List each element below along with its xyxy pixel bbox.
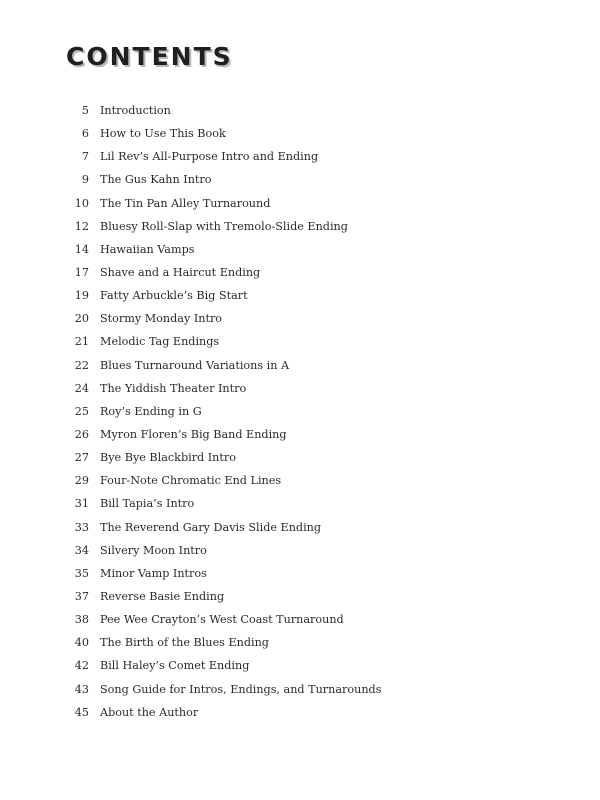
- toc-entry: [60, 423, 540, 446]
- toc-entry-title: The Tin Pan Alley Turnaround: [100, 196, 271, 210]
- toc-entry-title: Pee Wee Crayton’s West Coast Turnaround: [100, 613, 344, 627]
- toc-page-number: 21: [74, 335, 89, 349]
- toc-entry: [60, 307, 540, 330]
- toc-entry-title: Myron Floren’s Big Band Ending: [100, 428, 287, 442]
- toc-entry: [60, 215, 540, 238]
- toc-page-number: 42: [74, 659, 89, 673]
- toc-entry-title: Shave and a Haircut Ending: [100, 266, 261, 280]
- toc-entry: [60, 400, 540, 423]
- toc-page-number: 7: [81, 150, 89, 164]
- toc-page-number: 14: [74, 242, 89, 256]
- toc-entry-title: Hawaiian Vamps: [100, 242, 195, 256]
- toc-entry-title: Bill Tapia’s Intro: [100, 497, 195, 511]
- toc-entry: [60, 654, 540, 677]
- toc-page-number: 33: [74, 520, 89, 534]
- toc-page-number: 34: [74, 543, 89, 557]
- toc-page-number: 29: [74, 474, 89, 488]
- toc-entry-title: The Gus Kahn Intro: [100, 173, 212, 187]
- toc-entry-title: Introduction: [100, 104, 171, 118]
- toc-entry-title: The Yiddish Theater Intro: [100, 381, 247, 395]
- toc-entry: [60, 145, 540, 168]
- toc-page-number: 40: [74, 636, 89, 650]
- toc-entry: [60, 261, 540, 284]
- toc-entry: [60, 446, 540, 469]
- toc-entry-title: Roy’s Ending in G: [100, 404, 202, 418]
- table-of-contents: [60, 99, 540, 724]
- toc-entry: [60, 192, 540, 215]
- toc-page-number: 5: [81, 104, 89, 118]
- toc-page-number: 17: [74, 266, 89, 280]
- toc-entry: [60, 539, 540, 562]
- toc-entry-title: Bill Haley’s Comet Ending: [100, 659, 250, 673]
- toc-page-number: 12: [74, 219, 89, 233]
- toc-entry-title: Song Guide for Intros, Endings, and Turnarounds: [100, 682, 382, 696]
- toc-page-number: 38: [74, 613, 89, 627]
- toc-entry: [60, 516, 540, 539]
- toc-entry-title: The Reverend Gary Davis Slide Ending: [100, 520, 322, 534]
- toc-page-number: 25: [74, 404, 89, 418]
- toc-page-number: 26: [74, 428, 89, 442]
- toc-page-number: 43: [74, 682, 89, 696]
- toc-entry: [60, 238, 540, 261]
- toc-page-number: 35: [74, 566, 89, 580]
- toc-entry-title: Bye Bye Blackbird Intro: [100, 451, 236, 465]
- toc-entry-title: The Birth of the Blues Ending: [100, 636, 269, 650]
- toc-entry: [60, 678, 540, 701]
- toc-entry-title: Stormy Monday Intro: [100, 312, 223, 326]
- toc-entry: [60, 631, 540, 654]
- toc-entry: [60, 492, 540, 515]
- toc-page-number: 45: [74, 705, 89, 719]
- toc-page-number: 19: [74, 289, 89, 303]
- toc-entry: [60, 99, 540, 122]
- page-title: CONTENTS: [66, 42, 233, 71]
- toc-entry-title: Blues Turnaround Variations in A: [100, 358, 290, 372]
- toc-entry: [60, 377, 540, 400]
- toc-entry: [60, 562, 540, 585]
- toc-entry-title: How to Use This Book: [100, 127, 226, 141]
- toc-entry-title: Melodic Tag Endings: [100, 335, 220, 349]
- toc-page-number: 10: [74, 196, 89, 210]
- toc-entry: [60, 122, 540, 145]
- toc-entry: [60, 585, 540, 608]
- toc-entry: [60, 168, 540, 191]
- toc-entry-title: Reverse Basie Ending: [100, 590, 225, 604]
- toc-page-number: 31: [74, 497, 89, 511]
- toc-entry-title: Bluesy Roll-Slap with Tremolo-Slide Ending: [100, 219, 348, 233]
- toc-entry: [60, 354, 540, 377]
- toc-page-number: 6: [81, 127, 89, 141]
- toc-page-number: 9: [81, 173, 89, 187]
- toc-page-number: 20: [74, 312, 89, 326]
- toc-entry-title: Minor Vamp Intros: [100, 566, 207, 580]
- toc-entry-title: About the Author: [100, 705, 199, 719]
- toc-entry: [60, 284, 540, 307]
- toc-page-number: 27: [74, 451, 89, 465]
- toc-page-number: 37: [74, 590, 89, 604]
- toc-page-number: 22: [74, 358, 89, 372]
- toc-entry: [60, 701, 540, 724]
- toc-page-number: 24: [74, 381, 89, 395]
- toc-entry-title: Silvery Moon Intro: [100, 543, 207, 557]
- toc-entry: [60, 608, 540, 631]
- toc-entry-title: Fatty Arbuckle’s Big Start: [100, 289, 248, 303]
- toc-entry-title: Four-Note Chromatic End Lines: [100, 474, 282, 488]
- toc-entry: [60, 469, 540, 492]
- toc-entry: [60, 330, 540, 353]
- toc-entry-title: Lil Rev’s All-Purpose Intro and Ending: [100, 150, 319, 164]
